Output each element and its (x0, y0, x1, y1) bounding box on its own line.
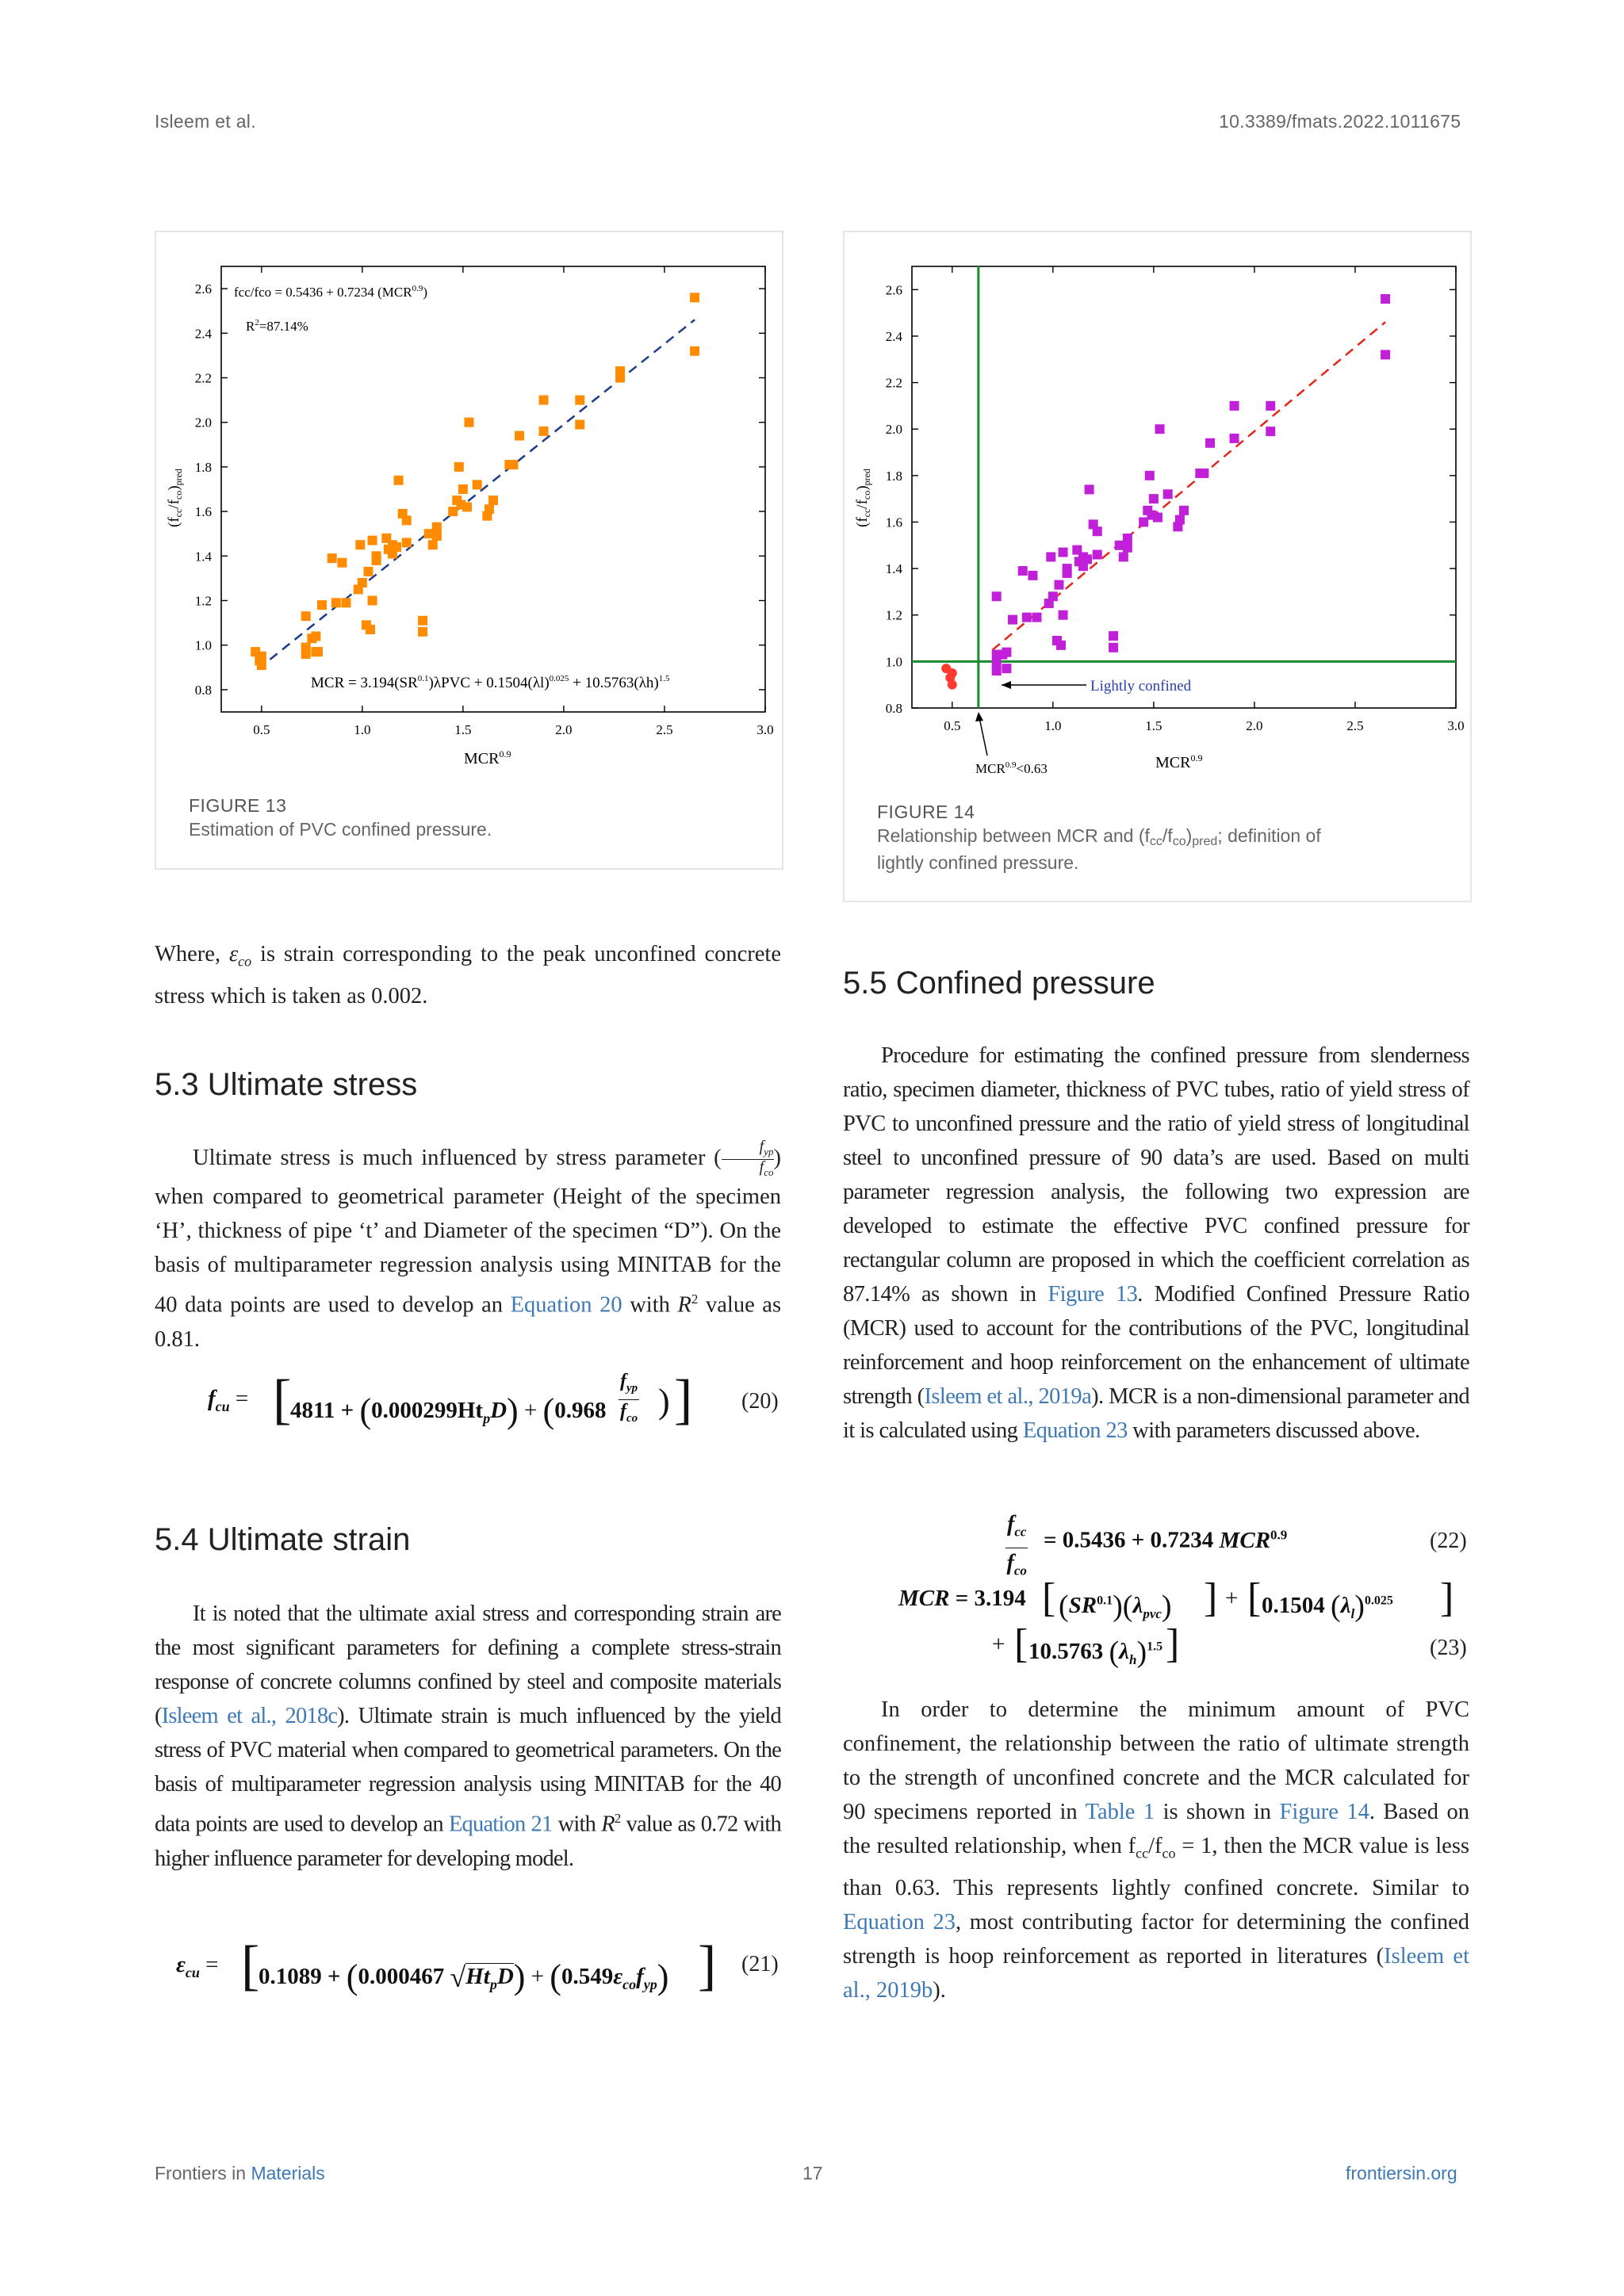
data-point (1056, 641, 1066, 650)
equation-21-link[interactable]: Equation 21 (448, 1812, 553, 1837)
data-point (1046, 552, 1055, 561)
data-point (508, 460, 518, 469)
x-tick-label: 3.0 (1447, 718, 1465, 733)
data-point (1381, 350, 1390, 359)
data-point (575, 420, 584, 430)
data-point (1163, 489, 1173, 499)
figure-14-caption-text: Relationship between MCR and (fcc/fco)pred; definition of lightly confined pressure. (877, 825, 1321, 873)
data-point (1059, 610, 1068, 620)
data-point (392, 542, 401, 552)
equation-20-link[interactable]: Equation 20 (510, 1292, 622, 1318)
data-point (1048, 591, 1058, 601)
data-point (327, 553, 337, 563)
data-point (1230, 401, 1239, 411)
data-point (1002, 648, 1011, 657)
data-point (1002, 664, 1011, 673)
y-tick-label: 2.2 (885, 375, 902, 391)
data-point (1381, 294, 1390, 304)
data-point (366, 625, 375, 634)
data-point (1063, 564, 1072, 573)
data-point (1266, 401, 1275, 411)
data-point (1109, 643, 1118, 652)
y-tick-label: 1.6 (194, 504, 212, 520)
running-header-doi: 10.3389/fmats.2022.1011675 (1219, 111, 1461, 132)
footer-site: frontiersin.org (1346, 2163, 1457, 2183)
data-point (458, 484, 468, 494)
figure-13-link[interactable]: Figure 13 (1048, 1282, 1138, 1307)
figure-13-chart (156, 232, 782, 803)
running-header-authors: Isleem et al. (155, 111, 256, 132)
data-point (992, 659, 1002, 668)
data-point (454, 462, 464, 472)
x-tick-label: 0.5 (253, 722, 270, 737)
r-squared: $R^2=87.14\%$ (246, 318, 308, 334)
data-point (1085, 484, 1094, 494)
data-point (301, 611, 311, 621)
section-5-4-paragraph: It is noted that the ultimate axial stress and corresponding strain are the most significant parameters for defining a complete stress-strain response of concrete columns confined by steel and composite materials (Isleem et al., 2018c). Ultimate strain is much influenced by the yield stress of PVC material when compared to geometrical parameters. On the basis of multiparameter regression analysis using MINITAB for the 40 data points are used to develop an Equation 21 with $R^2$ value as 0.72 with higher influence parameter for developing model. (155, 1601, 781, 1871)
data-point (432, 531, 442, 541)
data-point (1179, 506, 1189, 515)
data-point (1093, 550, 1102, 560)
x-tick-label: 1.0 (354, 722, 371, 737)
fit-line (258, 320, 695, 669)
y-tick-label: 1.4 (885, 561, 902, 577)
figure-13-caption-label: FIGURE 13 (189, 795, 287, 816)
data-point (690, 293, 699, 302)
data-point (418, 616, 427, 626)
y-tick-label: 1.8 (885, 468, 902, 484)
figure-14-caption-label: FIGURE 14 (877, 802, 975, 822)
data-points (251, 293, 699, 670)
x-axis-label: $MCR^{0.9}$ (464, 748, 511, 767)
equation-23-number: (23) (1430, 1636, 1467, 1660)
data-point (355, 540, 365, 549)
arrowhead (1002, 681, 1011, 689)
equation-21-number: (21) (741, 1952, 779, 1976)
chart-ticks (195, 266, 774, 737)
data-point (539, 396, 549, 405)
data-point (1266, 427, 1275, 436)
data-point (1059, 548, 1068, 557)
reference-lines (912, 266, 1456, 708)
figure-14 (843, 231, 1472, 902)
figure-14-link[interactable]: Figure 14 (1279, 1800, 1369, 1824)
y-axis-label: $(f_{cc}/f_{co})_{pred}$ (166, 469, 184, 527)
data-point (331, 598, 341, 607)
y-tick-label: 1.2 (885, 607, 902, 623)
data-point (402, 538, 412, 547)
data-point (1054, 580, 1063, 590)
citation-isleem-2019b[interactable]: Isleem et al., 2019b (843, 1943, 1469, 2003)
lightly-confined-label: Lightly confined (1090, 678, 1192, 695)
section-5-3-paragraph: Ultimate stress is much influenced by stress parameter ( $f_{yp}$ $f_{co}$ ) when compared to geometrical parameter (Height of the specimen ‘H’, thickness of pipe ‘t’ and Diameter of the specimen “D”). On the basis of multiparameter regression analysis using MINITAB for the 40 data points are used to develop an Equation 20 with $R^2$ value as 0.81. (155, 1138, 782, 1352)
data-point (1018, 566, 1028, 576)
chart-ticks (886, 266, 1465, 733)
data-point (1008, 615, 1017, 625)
mcr-formula: MCR = $3.194(SR^{0.1})\lambda PVC + 0.1504(\lambda l)^{0.025} + 10.5763(\lambda h)^{1.5}$ (311, 674, 670, 691)
data-point (1123, 543, 1132, 553)
y-tick-label: 2.0 (194, 415, 212, 430)
citation-isleem-2018c[interactable]: Isleem et al., 2018c (161, 1704, 338, 1728)
data-point (948, 668, 957, 678)
equation-23: MCR = 3.194 [ $(SR^{0.1})(\lambda_{pvc})$ ] + [ 0.1504 $(\lambda_l)^{0.025}$ ] + [ 10.5763 $(\lambda_h)^{1.5}$ ] (898, 1575, 1454, 1669)
data-point (313, 647, 323, 656)
footer-page-number: 17 (802, 2163, 823, 2183)
mcr-threshold-label: $MCR^{0.9}<0.63$ (975, 760, 1048, 776)
data-point (462, 502, 472, 511)
data-point (342, 598, 351, 607)
figure-14-chart (845, 232, 1470, 803)
y-tick-label: 2.4 (885, 328, 902, 344)
data-point (1145, 471, 1155, 480)
x-tick-label: 0.5 (944, 718, 961, 733)
chart-frame (912, 266, 1456, 708)
x-tick-label: 1.0 (1044, 718, 1062, 733)
x-tick-label: 2.5 (656, 722, 673, 737)
data-point (992, 591, 1002, 601)
x-axis-label: $MCR^{0.9}$ (1155, 752, 1203, 771)
y-tick-label: 2.2 (194, 370, 212, 386)
data-points (941, 294, 1390, 690)
data-point (358, 578, 367, 587)
data-point (257, 660, 266, 670)
data-point (1230, 434, 1239, 443)
equation-20-number: (20) (741, 1389, 779, 1414)
data-point (488, 496, 498, 505)
footer-journal: Frontiers in Materials (155, 2163, 325, 2183)
arrowhead (975, 712, 983, 721)
y-tick-label: 0.8 (194, 682, 212, 698)
y-tick-label: 1.0 (885, 654, 902, 670)
data-point (1082, 554, 1092, 564)
data-point (615, 373, 625, 383)
x-tick-label: 2.0 (555, 722, 573, 737)
section-5-3-title: 5.3 Ultimate stress (155, 1067, 418, 1102)
data-point (1022, 613, 1032, 622)
data-point (473, 480, 482, 489)
where-paragraph: Where, $\varepsilon_{co}$ is strain corresponding to the peak unconfined concrete stress which is taken as 0.002. (155, 942, 781, 1008)
citation-isleem-2019a[interactable]: Isleem et al., 2019a (924, 1384, 1092, 1409)
section-5-4-title: 5.4 Ultimate strain (155, 1522, 411, 1557)
data-point (432, 522, 442, 532)
y-tick-label: 1.6 (885, 515, 902, 530)
data-point (690, 346, 699, 356)
y-tick-label: 2.6 (194, 281, 212, 297)
data-point (1123, 534, 1132, 543)
data-point (1119, 552, 1128, 561)
mcr-threshold-arrow (979, 718, 987, 756)
data-point (1199, 469, 1208, 478)
data-point (1153, 513, 1162, 522)
y-tick-label: 2.6 (885, 282, 902, 298)
equation-22-number: (22) (1430, 1529, 1467, 1553)
data-point (428, 540, 438, 549)
data-point (402, 515, 412, 525)
data-point (257, 652, 266, 661)
equation-23-link[interactable]: Equation 23 (1022, 1418, 1128, 1443)
y-tick-label: 1.4 (194, 549, 212, 564)
data-point (311, 631, 320, 641)
section-5-5-paragraph-1: Procedure for estimating the confined pressure from slenderness ratio, specimen diameter, thickness of PVC tubes, ratio of yield stress of PVC to unconfined pressure and the ratio of yield stress of longitudinal steel to unconfined pressure of 90 data’s are used. Based on multi parameter regression analysis, the following two expression are developed to estimate the effective PVC confined pressure for rectangular column are proposed in which the coefficient correlation as 87.14% as shown in Figure 13. Modified Confined Pressure Ratio (MCR) used to account for the contributions of the PVC, longitudinal reinforcement and hoop reinforcement on the enhancement of ultimate strength (Isleem et al., 2019a). MCR is a non-dimensional parameter and it is calculated using Equation 23 with parameters discussed above. (843, 1043, 1470, 1443)
regression-line (258, 320, 695, 669)
data-point (394, 476, 404, 485)
x-tick-label: 1.5 (454, 722, 472, 737)
data-point (515, 431, 524, 441)
data-point (1109, 631, 1118, 641)
section-5-5-title: 5.5 Confined pressure (843, 966, 1155, 1001)
y-tick-label: 1.0 (194, 637, 212, 653)
y-tick-label: 2.4 (194, 326, 212, 342)
data-point (1155, 424, 1165, 434)
data-point (363, 567, 373, 576)
y-tick-label: 0.8 (885, 701, 902, 716)
figure-13-caption-text: Estimation of PVC confined pressure. (189, 819, 492, 840)
data-point (337, 558, 347, 568)
data-point (539, 427, 549, 436)
data-point (317, 600, 327, 610)
data-point (418, 627, 427, 637)
data-point (1028, 571, 1037, 580)
data-point (485, 504, 494, 514)
data-point (1032, 613, 1042, 622)
x-tick-label: 2.5 (1346, 718, 1364, 733)
fit-equation: fcc/fco = 0.5436 + 0.7234 $(MCR^{0.9})$ (234, 284, 427, 300)
y-axis-label: $(f_{cc}/f_{co})_{pred}$ (854, 469, 872, 527)
x-tick-label: 3.0 (756, 722, 774, 737)
data-point (465, 418, 474, 427)
y-tick-label: 1.2 (194, 593, 212, 609)
data-point (368, 536, 377, 545)
data-point (301, 643, 311, 652)
data-point (1149, 494, 1159, 503)
annotation-arrows (975, 681, 1086, 756)
section-5-5-paragraph-2: In order to determine the minimum amount of PVC confinement, the relationship between the ratio of ultimate strength to the strength of unconfined concrete and the MCR calculated for 90 specimens reported in Table 1 is shown in Figure 14. Based on the resulted relationship, when $f_{cc}/f_{co} = 1$, then the MCR value is less than 0.63. This represents lightly confined concrete. Similar to Equation 23, most contributing factor for determining the confined strength is hoop reinforcement as reported in literatures (Isleem et al., 2019b). (843, 1697, 1469, 2003)
data-point (575, 396, 584, 405)
x-tick-label: 1.5 (1145, 718, 1162, 733)
data-point (1093, 526, 1102, 536)
y-tick-label: 2.0 (885, 422, 902, 438)
figure-13 (155, 231, 783, 870)
x-tick-label: 2.0 (1246, 718, 1263, 733)
data-point (1175, 515, 1185, 525)
data-point (1205, 438, 1215, 448)
data-point (948, 680, 957, 690)
data-point (368, 596, 377, 606)
equation-23-link-2[interactable]: Equation 23 (843, 1909, 956, 1934)
data-point (372, 551, 381, 561)
table-1-link[interactable]: Table 1 (1085, 1800, 1155, 1824)
y-tick-label: 1.8 (194, 459, 212, 475)
